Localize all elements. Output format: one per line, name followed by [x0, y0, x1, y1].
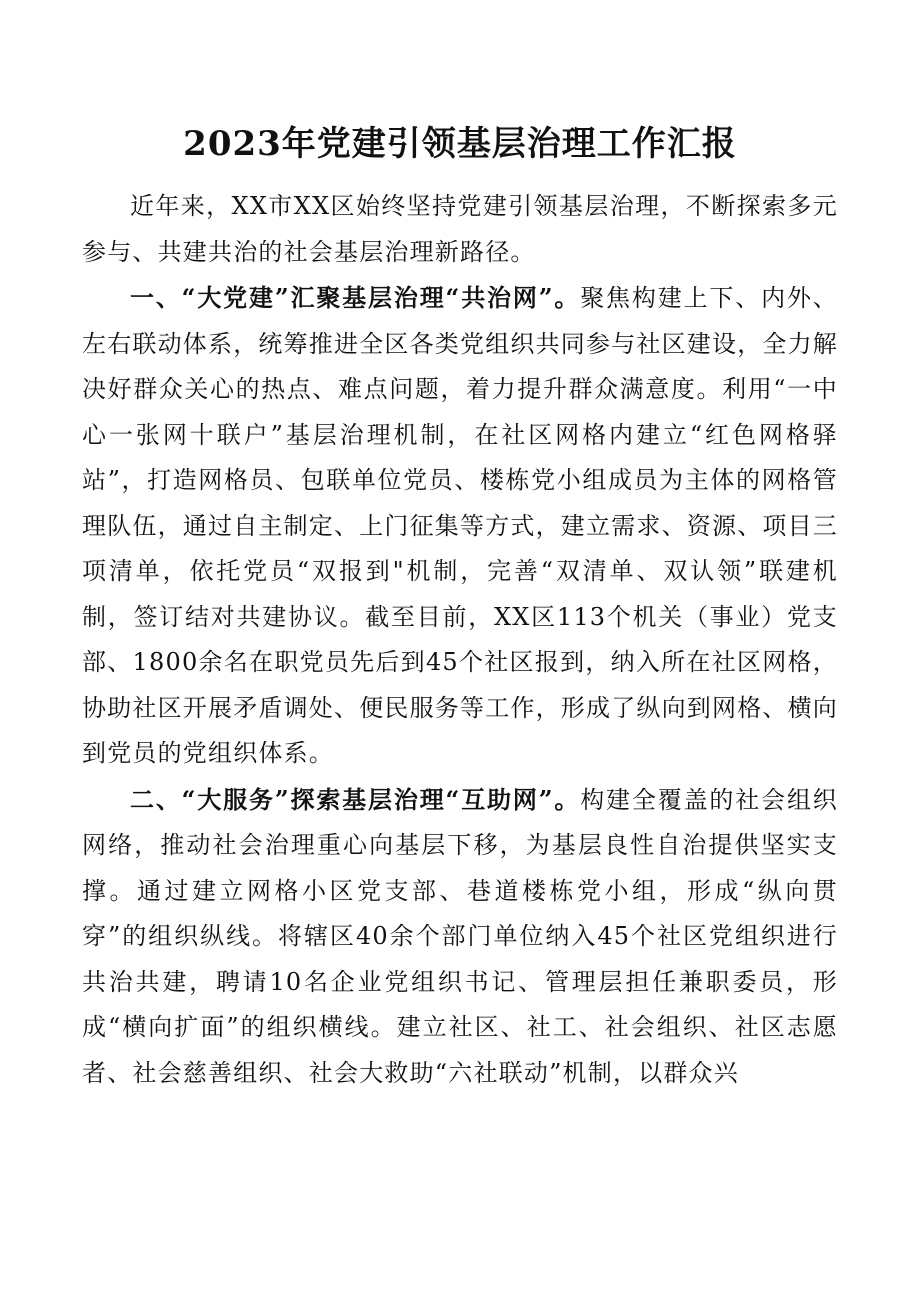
- section-1-body: 聚焦构建上下、内外、左右联动体系，统筹推进全区各类党组织共同参与社区建设，全力解决好群众关心的热点、难点问题，着力提升群众满意度。利用“一中心一张网十联户”基层治理机制，在社区网格内建立“红色网格驿站”，打造网格员、包联单位党员、楼栋党小组成员为主体的网格管理队伍，通过自主制定、上门征集等方式，建立需求、资源、项目三项清单，依托党员“双报到"机制，完善“双清单、双认领”联建机制，签订结对共建协议。截至目前，XX区113个机关（事业）党支部、1800余名在职党员先后到45个社区报到，纳入所在社区网格，协助社区开展矛盾调处、便民服务等工作，形成了纵向到网格、横向到党员的党组织体系。: [82, 284, 838, 767]
- section-2-paragraph: [82, 777, 838, 1097]
- document-title: 2023年党建引领基层治理工作汇报: [183, 124, 737, 164]
- section-2-heading: 二、“大服务”探索基层治理“互助网”。: [130, 784, 581, 814]
- section-2-body: 构建全覆盖的社会组织网络，推动社会治理重心向基层下移，为基层良性自治提供坚实支撑。通过建立网格小区党支部、巷道楼栋党小组，形成“纵向贯穿”的组织纵线。将辖区40余个部门单位纳入45个社区党组织进行共治共建，聘请10名企业党组织书记、管理层担任兼职委员，形成“横向扩面”的组织横线。建立社区、社工、社会组织、社区志愿者、社会慈善组织、社会大救助“六社联动”机制，以群众兴: [82, 785, 838, 1087]
- section-1-heading: 一、“大党建”汇聚基层治理“共治网”。: [130, 283, 581, 312]
- section-1-paragraph: [82, 275, 838, 777]
- intro-paragraph: 近年来，XX市XX区始终坚持党建引领基层治理，不断探索多元参与、共建共治的社会基层治理新路径。: [82, 192, 838, 266]
